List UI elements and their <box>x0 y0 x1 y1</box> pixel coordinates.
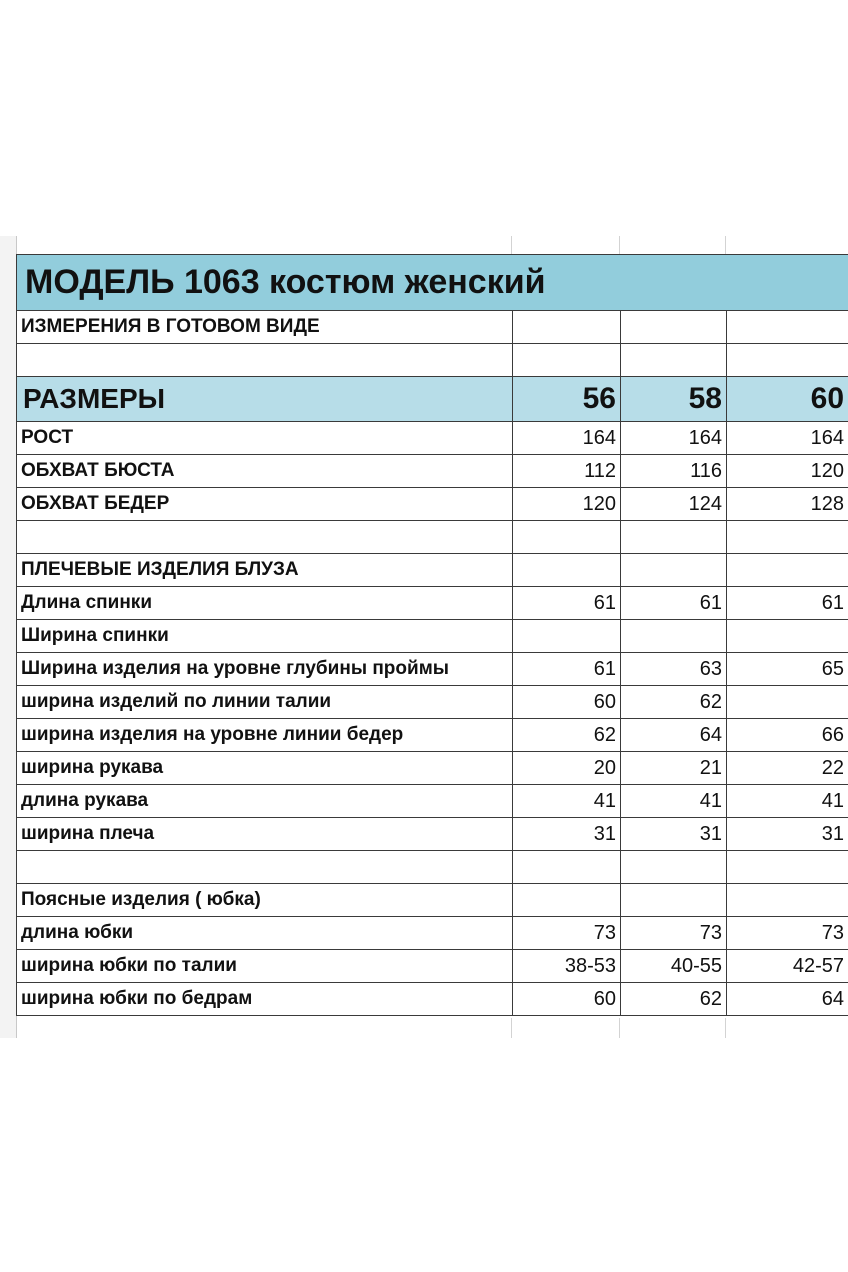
table-row <box>17 950 848 983</box>
value-cell <box>621 851 727 884</box>
value-cell: 21 <box>621 752 727 785</box>
value-cell: 66 <box>727 719 848 752</box>
value-cell: 31 <box>727 818 848 851</box>
row-label: Поясные изделия ( юбка) <box>17 884 513 917</box>
row-label: Ширина изделия на уровне глубины проймы <box>17 653 513 686</box>
title-row <box>17 255 848 311</box>
value-cell <box>727 554 848 587</box>
value-cell: 42-57 <box>727 950 848 983</box>
value-cell: 63 <box>621 653 727 686</box>
size-cell: 56 <box>513 377 621 422</box>
value-cell: 73 <box>727 917 848 950</box>
row-label: ОБХВАТ БЮСТА <box>17 455 513 488</box>
row-label: ширина рукава <box>17 752 513 785</box>
value-cell: 65 <box>727 653 848 686</box>
row-label: ширина плеча <box>17 818 513 851</box>
size-cell: 58 <box>621 377 727 422</box>
sizes-row <box>17 377 848 422</box>
grid-line <box>511 1018 512 1038</box>
table-row <box>17 785 848 818</box>
row-label <box>17 521 513 554</box>
row-label: ПЛЕЧЕВЫЕ ИЗДЕЛИЯ БЛУЗА <box>17 554 513 587</box>
row-label: Длина спинки <box>17 587 513 620</box>
row-label: ширина юбки по бедрам <box>17 983 513 1016</box>
table-row <box>17 917 848 950</box>
row-label: Ширина спинки <box>17 620 513 653</box>
table-row <box>17 818 848 851</box>
value-cell <box>513 620 621 653</box>
value-cell: 62 <box>621 686 727 719</box>
value-cell <box>513 884 621 917</box>
row-label: ширина изделия на уровне линии бедер <box>17 719 513 752</box>
value-cell: 31 <box>513 818 621 851</box>
value-cell: 41 <box>621 785 727 818</box>
value-cell: 120 <box>727 455 848 488</box>
value-cell: 61 <box>513 653 621 686</box>
value-cell: 64 <box>727 983 848 1016</box>
grid-line <box>511 236 512 254</box>
table-row <box>17 686 848 719</box>
value-cell: 73 <box>621 917 727 950</box>
empty-row <box>17 521 848 554</box>
value-cell: 41 <box>727 785 848 818</box>
value-cell: 61 <box>727 587 848 620</box>
table-row <box>17 719 848 752</box>
page-title: МОДЕЛЬ 1063 костюм женский <box>17 255 848 311</box>
grid-line <box>619 236 620 254</box>
subtitle-row <box>17 311 848 344</box>
row-label: длина юбки <box>17 917 513 950</box>
value-cell: 61 <box>513 587 621 620</box>
table-row <box>17 983 848 1016</box>
value-cell: 41 <box>513 785 621 818</box>
size-chart-table <box>16 254 848 1016</box>
value-cell: 124 <box>621 488 727 521</box>
empty-row <box>17 344 848 377</box>
value-cell <box>621 620 727 653</box>
value-cell <box>727 884 848 917</box>
value-cell <box>621 554 727 587</box>
value-cell: 60 <box>513 983 621 1016</box>
value-cell: 164 <box>621 422 727 455</box>
grid-line <box>725 1018 726 1038</box>
row-label: ширина юбки по талии <box>17 950 513 983</box>
table-row <box>17 488 848 521</box>
table-row <box>17 653 848 686</box>
value-cell: 40-55 <box>621 950 727 983</box>
value-cell: 60 <box>513 686 621 719</box>
value-cell <box>513 851 621 884</box>
table-row <box>17 587 848 620</box>
value-cell: 164 <box>513 422 621 455</box>
value-cell <box>727 620 848 653</box>
value-cell: 22 <box>727 752 848 785</box>
value-cell: 120 <box>513 488 621 521</box>
value-cell: 62 <box>621 983 727 1016</box>
row-label: ширина изделий по линии талии <box>17 686 513 719</box>
value-cell: 20 <box>513 752 621 785</box>
value-cell: 31 <box>621 818 727 851</box>
empty-row <box>17 851 848 884</box>
table-row <box>17 752 848 785</box>
row-label <box>17 851 513 884</box>
table-row <box>17 620 848 653</box>
value-cell <box>727 686 848 719</box>
subtitle: ИЗМЕРЕНИЯ В ГОТОВОМ ВИДЕ <box>17 311 513 344</box>
row-header-strip <box>0 236 17 1038</box>
value-cell <box>621 521 727 554</box>
value-cell: 112 <box>513 455 621 488</box>
grid-line <box>725 236 726 254</box>
row-label: РОСТ <box>17 422 513 455</box>
table-row <box>17 422 848 455</box>
value-cell: 64 <box>621 719 727 752</box>
value-cell <box>727 851 848 884</box>
row-label: длина рукава <box>17 785 513 818</box>
size-cell: 60 <box>727 377 848 422</box>
value-cell <box>513 521 621 554</box>
value-cell <box>727 521 848 554</box>
sizes-label: РАЗМЕРЫ <box>17 377 513 422</box>
value-cell: 62 <box>513 719 621 752</box>
value-cell: 38-53 <box>513 950 621 983</box>
value-cell: 164 <box>727 422 848 455</box>
value-cell: 128 <box>727 488 848 521</box>
value-cell: 61 <box>621 587 727 620</box>
value-cell <box>621 884 727 917</box>
row-label: ОБХВАТ БЕДЕР <box>17 488 513 521</box>
section-header-row <box>17 554 848 587</box>
grid-line <box>619 1018 620 1038</box>
table-row <box>17 455 848 488</box>
value-cell: 73 <box>513 917 621 950</box>
value-cell <box>513 554 621 587</box>
section-header-row <box>17 884 848 917</box>
value-cell: 116 <box>621 455 727 488</box>
